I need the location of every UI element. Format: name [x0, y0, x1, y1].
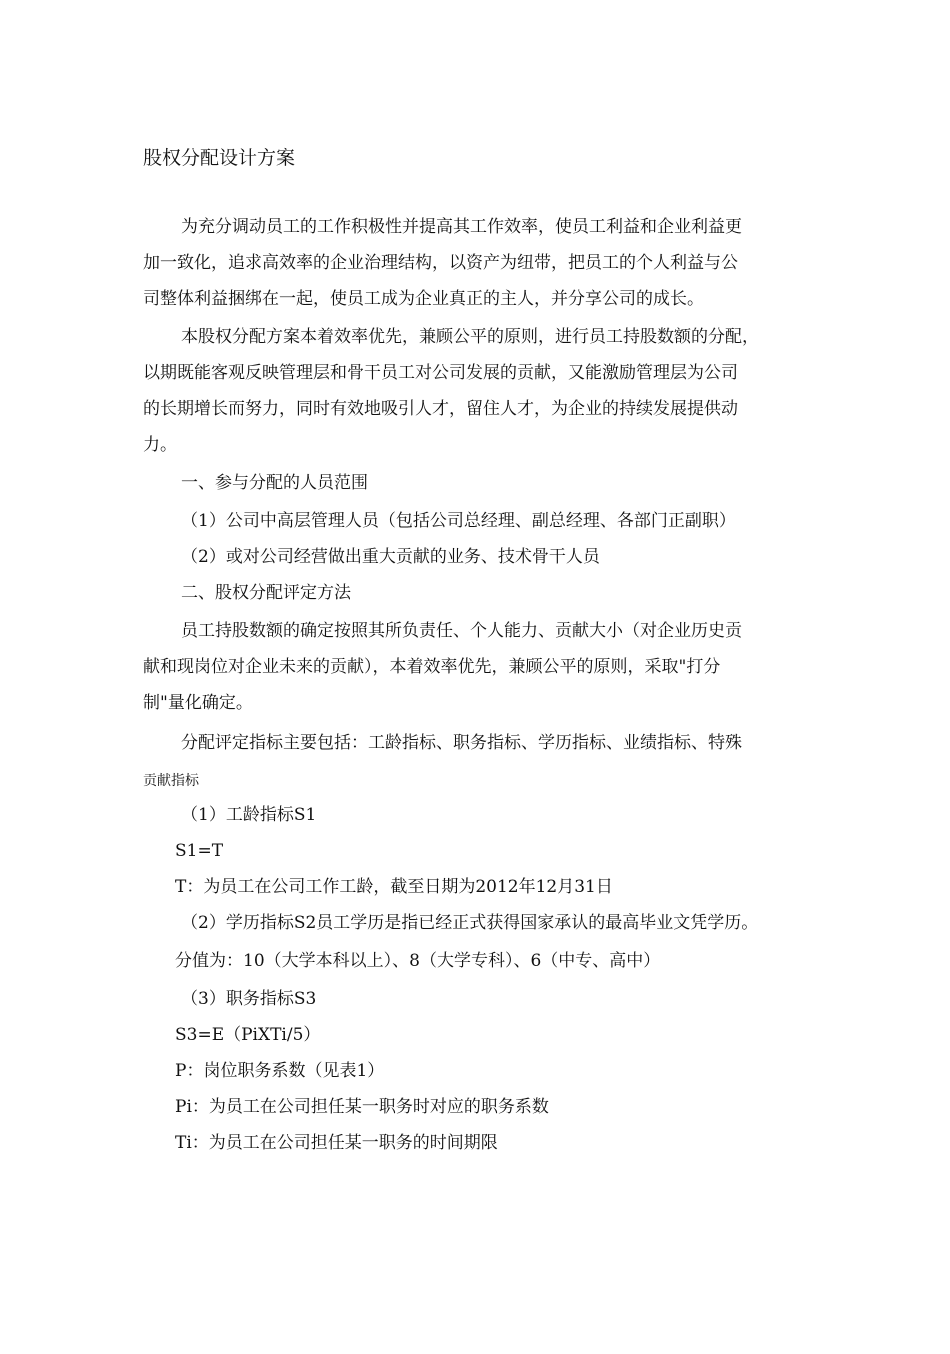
method-line-1: 员工持股数额的确定按照其所负责任、个人能力、贡献大小（对企业历史贡 — [181, 621, 742, 641]
s1-heading: （1）工龄指标S1 — [181, 805, 317, 825]
s3-formula: S3=E（PiXTi/5） — [175, 1025, 321, 1045]
method-line-2: 献和现岗位对企业未来的贡献），本着效率优先，兼顾公平的原则，采取"打分 — [143, 657, 721, 677]
indicators-line-2: 贡献指标 — [143, 773, 199, 789]
section-1-item-1: （1）公司中高层管理人员（包括公司总经理、副总经理、各部门正副职） — [181, 511, 736, 531]
s3-pi-definition: Pi：为员工在公司担任某一职务时对应的职务系数 — [175, 1097, 549, 1117]
s3-ti-definition: Ti：为员工在公司担任某一职务的时间期限 — [175, 1133, 498, 1153]
intro-line-3: 司整体利益捆绑在一起，使员工成为企业真正的主人，并分享公司的成长。 — [143, 289, 704, 309]
s2-values: 分值为：10（大学本科以上）、8（大学专科）、6（中专、高中） — [175, 951, 661, 971]
section-1-heading: 一、参与分配的人员范围 — [181, 473, 368, 493]
indicators-line-1: 分配评定指标主要包括：工龄指标、职务指标、学历指标、业绩指标、特殊 — [181, 733, 742, 753]
s3-p-definition: P：岗位职务系数（见表1） — [175, 1061, 385, 1081]
intro-line-2: 加一致化，追求高效率的企业治理结构，以资产为纽带，把员工的个人利益与公 — [143, 253, 738, 273]
method-line-3: 制"量化确定。 — [143, 693, 253, 713]
s1-t-definition: T：为员工在公司工作工龄，截至日期为2012年12月31日 — [175, 877, 613, 897]
s3-heading: （3）职务指标S3 — [181, 989, 317, 1009]
page-title: 股权分配设计方案 — [143, 147, 296, 169]
principle-line-4: 力。 — [143, 435, 177, 455]
s1-formula: S1=T — [175, 841, 224, 861]
principle-line-3: 的长期增长而努力，同时有效地吸引人才，留住人才，为企业的持续发展提供动 — [143, 399, 738, 419]
intro-line-1: 为充分调动员工的工作积极性并提高其工作效率，使员工利益和企业利益更 — [181, 217, 742, 237]
principle-line-2: 以期既能客观反映管理层和骨干员工对公司发展的贡献，又能激励管理层为公司 — [143, 363, 738, 383]
section-2-heading: 二、股权分配评定方法 — [181, 583, 351, 603]
s2-heading: （2）学历指标S2员工学历是指已经正式获得国家承认的最高毕业文凭学历。 — [181, 913, 759, 933]
section-1-item-2: （2）或对公司经营做出重大贡献的业务、技术骨干人员 — [181, 547, 600, 567]
principle-line-1: 本股权分配方案本着效率优先，兼顾公平的原则，进行员工持股数额的分配， — [181, 327, 759, 347]
